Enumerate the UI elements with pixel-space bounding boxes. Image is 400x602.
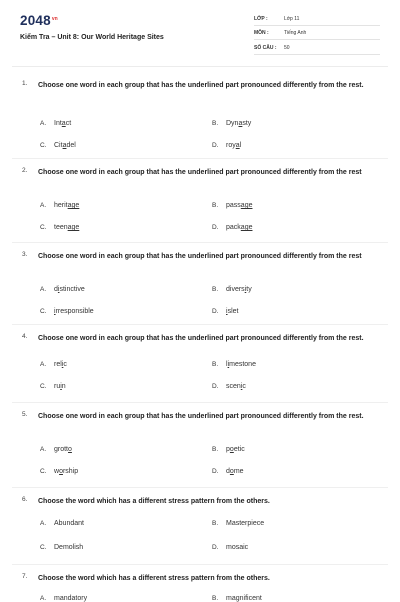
option-c[interactable]: [40, 308, 94, 315]
option-letter: D.: [212, 142, 219, 149]
option-c[interactable]: [40, 383, 66, 390]
question-text: Choose one word in each group that has the underlined part pronounced differently from the rest: [38, 253, 362, 260]
option-letter: C.: [40, 142, 47, 149]
option-word: islet: [226, 308, 239, 315]
question-number: 6.: [22, 496, 28, 503]
option-b[interactable]: [212, 520, 264, 527]
option-d[interactable]: [212, 224, 252, 231]
option-word: mandatory: [54, 595, 88, 602]
option-a[interactable]: [40, 361, 67, 368]
option-word: passage: [226, 202, 253, 209]
option-letter: C.: [40, 224, 47, 231]
logo: $2048^{vn}$: [20, 13, 58, 28]
option-letter: D.: [212, 308, 219, 315]
question-number: 5.: [22, 411, 28, 418]
option-letter: D.: [212, 468, 219, 475]
option-word: royal: [226, 142, 242, 149]
option-word: diversity: [226, 286, 252, 293]
option-d[interactable]: [212, 308, 238, 315]
option-letter: A.: [40, 595, 47, 602]
option-letter: D.: [212, 383, 219, 390]
option-word: dome: [226, 468, 244, 475]
option-a[interactable]: [40, 202, 79, 209]
option-letter: A.: [40, 286, 47, 293]
option-letter: A.: [40, 446, 47, 453]
option-word: ruin: [54, 383, 66, 390]
header: [0, 0, 400, 62]
option-letter: C.: [40, 544, 47, 551]
option-c[interactable]: [40, 468, 78, 475]
option-word: heritage: [54, 202, 80, 209]
option-word: Abundant: [54, 520, 84, 527]
option-a[interactable]: [40, 286, 85, 293]
divider: [12, 487, 388, 488]
option-word: scenic: [226, 383, 246, 390]
option-b[interactable]: [212, 286, 252, 293]
option-word: teenage: [54, 224, 80, 231]
option-word: worship: [54, 468, 79, 475]
option-letter: C.: [40, 308, 47, 315]
option-a[interactable]: [40, 520, 84, 527]
option-letter: B.: [212, 202, 219, 209]
option-b[interactable]: [212, 361, 256, 368]
option-letter: B.: [212, 446, 219, 453]
option-b[interactable]: [212, 595, 262, 602]
option-word: Masterpiece: [226, 520, 265, 527]
option-letter: B.: [212, 361, 219, 368]
question-number: 2.: [22, 167, 28, 174]
option-word: poetic: [226, 446, 245, 453]
option-word: distinctive: [54, 286, 85, 293]
option-letter: C.: [40, 468, 47, 475]
divider: [12, 564, 388, 565]
divider: [12, 324, 388, 325]
meta-subject: MÔN : Tiếng Anh: [254, 27, 380, 40]
question-text: Choose one word in each group that has the underlined part pronounced differently from the rest: [38, 169, 362, 176]
option-letter: A.: [40, 120, 47, 127]
option-letter: A.: [40, 202, 47, 209]
option-d[interactable]: [212, 142, 241, 149]
option-letter: B.: [212, 286, 219, 293]
option-c[interactable]: [40, 544, 83, 551]
question-text: Choose one word in each group that has the underlined part pronounced differently from the rest.: [38, 335, 364, 342]
option-word: Dynasty: [226, 120, 252, 127]
option-word: mosaic: [226, 544, 249, 551]
option-word: Demolish: [54, 544, 84, 551]
option-word: irresponsible: [54, 308, 94, 315]
option-word: Citadel: [54, 142, 76, 149]
meta-question-count: SỐ CÂU : 50: [254, 42, 380, 55]
option-word: relic: [54, 361, 67, 368]
option-word: magnificent: [226, 595, 262, 602]
option-word: package: [226, 224, 253, 231]
option-letter: D.: [212, 544, 219, 551]
option-a[interactable]: [40, 120, 71, 127]
divider: [12, 402, 388, 403]
option-letter: A.: [40, 520, 47, 527]
divider: [12, 242, 388, 243]
option-d[interactable]: [212, 544, 248, 551]
question-number: 7.: [22, 573, 28, 580]
option-letter: B.: [212, 595, 219, 602]
option-letter: C.: [40, 383, 47, 390]
option-a[interactable]: [40, 446, 72, 453]
option-b[interactable]: [212, 120, 251, 127]
option-word: limestone: [226, 361, 256, 368]
divider: [12, 66, 388, 67]
question-text: Choose one word in each group that has the underlined part pronounced differently from the rest.: [38, 82, 364, 89]
option-letter: D.: [212, 224, 219, 231]
question-text: Choose the word which has a different stress pattern from the others.: [38, 575, 270, 582]
option-letter: B.: [212, 520, 219, 527]
option-d[interactable]: [212, 468, 244, 475]
option-b[interactable]: [212, 446, 245, 453]
option-b[interactable]: [212, 202, 252, 209]
meta-class: LỚP : Lớp 11: [254, 13, 380, 26]
divider: [12, 158, 388, 159]
question-number: 4.: [22, 333, 28, 340]
document-title: Kiểm Tra – Unit 8: Our World Heritage Sites: [20, 34, 164, 41]
option-a[interactable]: [40, 595, 87, 602]
option-d[interactable]: [212, 383, 246, 390]
option-word: grotto: [54, 446, 72, 453]
option-word: Intact: [54, 120, 72, 127]
question-number: 3.: [22, 251, 28, 258]
option-letter: B.: [212, 120, 219, 127]
option-c[interactable]: [40, 224, 79, 231]
question-text: Choose the word which has a different stress pattern from the others.: [38, 498, 270, 505]
question-text: Choose one word in each group that has the underlined part pronounced differently from the rest.: [38, 413, 364, 420]
question-number: 1.: [22, 80, 28, 87]
option-letter: A.: [40, 361, 47, 368]
option-c[interactable]: [40, 142, 76, 149]
